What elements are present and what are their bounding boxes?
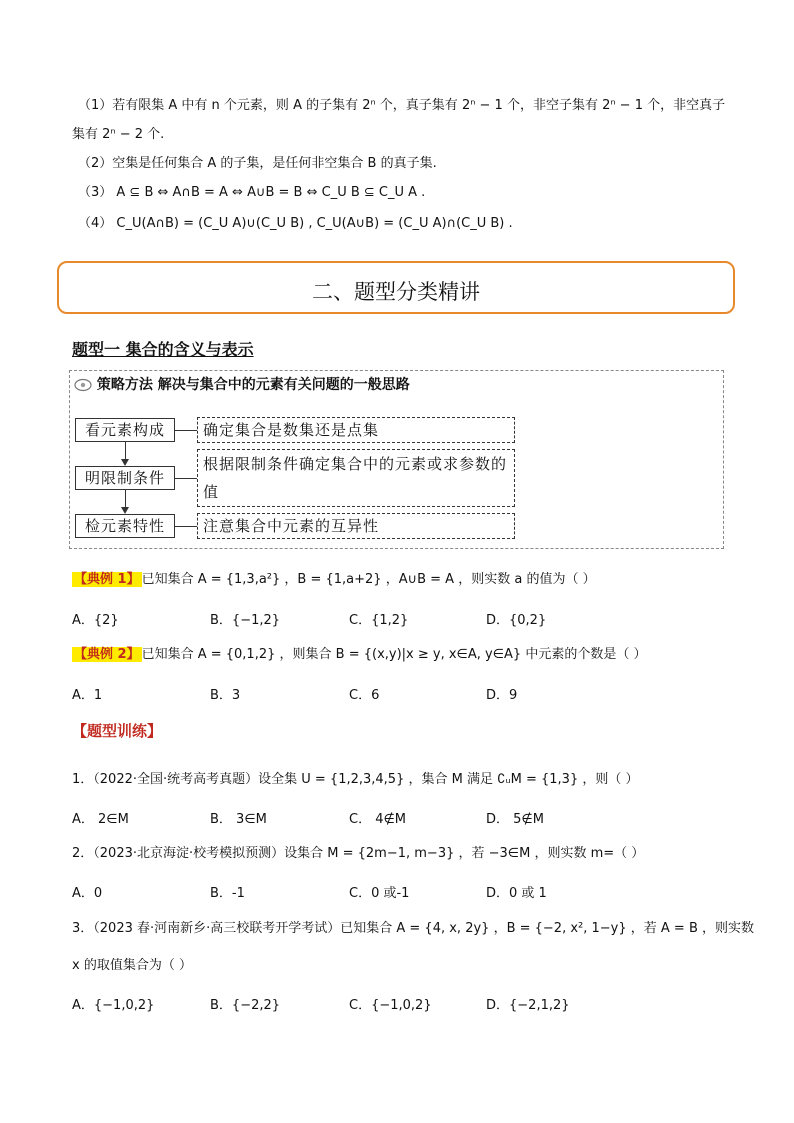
note-4: （4） C_U(A∩B) = (C_U A)∪(C_U B) , C_U(A∪B) = (C_U A)∩(C_U B) . [78, 216, 513, 231]
strategy-heading-row [74, 374, 410, 394]
example-1-option-b: B．{−1,2} [210, 613, 281, 628]
question-3-option-b: B．{−2,2} [210, 998, 281, 1013]
question-1-option-d: D． 5∉M [486, 812, 544, 827]
step-2-desc: 根据限制条件确定集合中的元素或求参数的值 [197, 449, 515, 507]
question-2-option-c: C．0 或-1 [349, 886, 410, 901]
section-heading-box [57, 261, 735, 314]
question-3-line-2: x 的取值集合为（ ） [72, 958, 192, 973]
example-1-text: 已知集合 A = {1,3,a²} ，B = {1,a+2} ，A∪B = A ，则实数 a 的值为（ ） [141, 572, 596, 587]
step-1-box: 看元素构成 [75, 418, 175, 442]
question-1-option-a: A． 2∈M [72, 812, 129, 827]
training-title: 【题型训练】 [72, 722, 163, 740]
step-1-connector [175, 430, 197, 431]
step-3-connector [175, 526, 197, 527]
strategy-icon [74, 378, 92, 392]
note-1-cont: 集有 2ⁿ − 2 个. [72, 127, 165, 142]
example-2-option-a: A．1 [72, 688, 103, 703]
question-3-option-a: A．{−1,0,2} [72, 998, 155, 1013]
step-1-desc: 确定集合是数集还是点集 [197, 417, 515, 443]
example-2-option-d: D．9 [486, 688, 518, 703]
example-1-tag: 【典例 1】 [74, 572, 140, 587]
note-2: （2）空集是任何集合 A 的子集，是任何非空集合 B 的真子集. [78, 156, 437, 171]
step-3-box: 检元素特性 [75, 514, 175, 538]
example-2-tag: 【典例 2】 [74, 647, 140, 662]
step-3-desc: 注意集合中元素的互异性 [197, 513, 515, 539]
arrow-down-icon [125, 490, 126, 508]
note-3: （3） A ⊆ B ⇔ A∩B = A ⇔ A∪B = B ⇔ C_U B ⊆ C_U A . [78, 185, 426, 200]
question-2: 2．（2023·北京海淀·校考模拟预测）设集合 M = {2m−1, m−3} ，若 −3∈M ，则实数 m=（ ） [72, 846, 645, 861]
arrow-down-icon [125, 442, 126, 460]
example-1-option-d: D．{0,2} [486, 613, 547, 628]
question-1-option-c: C． 4∉M [349, 812, 407, 827]
question-1: 1．（2022·全国·统考高考真题）设全集 U = {1,2,3,4,5} ，集合 M 满足 ∁ᵤM = {1,3} ，则（ ） [72, 772, 639, 787]
step-2-box: 明限制条件 [75, 466, 175, 490]
example-2-option-c: C．6 [349, 688, 380, 703]
section-title: 二、题型分类精讲 [312, 280, 480, 304]
example-1-option-c: C．{1,2} [349, 613, 409, 628]
note-1: （1）若有限集 A 中有 n 个元素，则 A 的子集有 2ⁿ 个，真子集有 2ⁿ − 1 个，非空子集有 2ⁿ − 1 个，非空真子 [78, 98, 726, 113]
question-1-option-b: B． 3∈M [210, 812, 267, 827]
example-1-option-a: A．{2} [72, 613, 119, 628]
example-1 [72, 571, 596, 589]
question-2-option-a: A．0 [72, 886, 103, 901]
step-2-connector [175, 478, 197, 479]
type1-title: 题型一 集合的含义与表示 [72, 340, 254, 359]
example-2-option-b: B．3 [210, 688, 241, 703]
question-3-option-c: C．{−1,0,2} [349, 998, 432, 1013]
strategy-heading: 策略方法 解决与集合中的元素有关问题的一般思路 [96, 377, 410, 393]
question-3-line-1: 3．（2023 春·河南新乡·高三校联考开学考试）已知集合 A = {4, x, 2y} ，B = {−2, x², 1−y} ，若 A = B ，则实数 [72, 921, 755, 936]
example-2-text: 已知集合 A = {0,1,2} ，则集合 B = {(x,y)|x ≥ y, x∈A, y∈A} 中元素的个数是（ ） [141, 647, 647, 662]
question-2-option-b: B．-1 [210, 886, 245, 901]
question-3-option-d: D．{−2,1,2} [486, 998, 570, 1013]
example-2 [72, 646, 646, 664]
question-2-option-d: D．0 或 1 [486, 886, 547, 901]
